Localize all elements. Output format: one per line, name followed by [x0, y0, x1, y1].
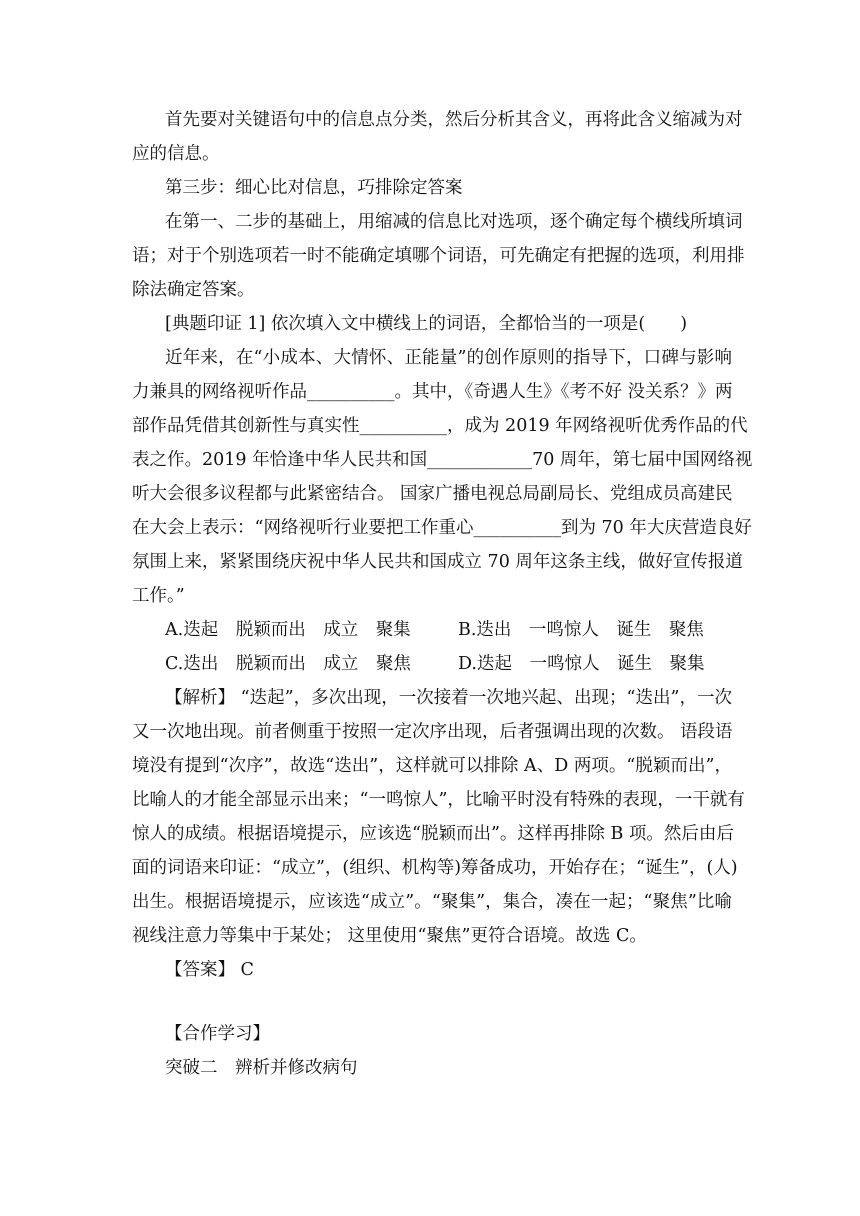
text-line: 在第一、二步的基础上，用缩减的信息比对选项，逐个确定每个横线所填词: [165, 212, 743, 232]
option-c: C.迭出 脱颖而出 成立 聚焦: [165, 654, 411, 674]
passage-line: 力兼具的网络视听作品__________。其中，《奇遇人生》《考不好 没关系？》两: [132, 382, 733, 402]
option-b: B.迭出 一鸣惊人 诞生 聚焦: [458, 620, 704, 640]
text-line: 首先要对关键语句中的信息点分类，然后分析其含义，再将此含义缩减为对: [165, 110, 743, 130]
option-d: D.迭起 一鸣惊人 诞生 聚集: [458, 654, 705, 674]
answer-line: 【答案】 C: [165, 960, 254, 980]
passage-line: 氛围上来，紧紧围绕庆祝中华人民共和国成立 70 周年这条主线，做好宣传报道: [132, 552, 743, 572]
passage-line: 听大会很多议程都与此紧密结合。 国家广播电视总局副局长、党组成员高建民: [132, 484, 733, 504]
step-heading: 第三步：细心比对信息，巧排除定答案: [165, 178, 463, 198]
option-a: A.迭起 脱颖而出 成立 聚集: [165, 620, 411, 640]
text-line: 除法确定答案。: [132, 280, 255, 300]
passage-line: 近年来，在“小成本、大情怀、正能量”的创作原则的指导下，口碑与影响: [165, 348, 732, 368]
analysis-line: 视线注意力等集中于某处； 这里使用“聚焦”更符合语境。故选 C。: [132, 926, 647, 946]
text-line: 语；对于个别选项若一时不能确定填哪个词语，可先确定有把握的选项，利用排: [132, 246, 745, 266]
analysis-line: 【解析】 “迭起”，多次出现，一次接着一次地兴起、出现；“迭出”，一次: [165, 688, 732, 708]
analysis-line: 比喻人的才能全部显示出来；“一鸣惊人”，比喻平时没有特殊的表现，一干就有: [132, 790, 745, 810]
analysis-line: 出生。根据语境提示，应该选“成立”。“聚集”，集合，凑在一起；“聚焦”比喻: [132, 892, 732, 912]
analysis-line: 境没有提到“次序”，故选“迭出”，这样就可以排除 A、D 两项。“脱颖而出”，: [132, 756, 732, 776]
text-line: 应的信息。: [132, 144, 220, 164]
question-stem: [典题印证 1] 依次填入文中横线上的词语，全都恰当的一项是( ): [165, 314, 688, 334]
passage-line: 部作品凭借其创新性与真实性__________，成为 2019 年网络视听优秀作品的代: [132, 416, 748, 436]
section-title: 【合作学习】: [165, 1024, 270, 1044]
analysis-line: 又一次地出现。前者侧重于按照一定次序出现，后者强调出现的次数。 语段语: [132, 722, 733, 742]
analysis-line: 面的词语来印证：“成立”，(组织、机构等)筹备成功，开始存在；“诞生”，(人): [132, 858, 738, 878]
passage-line: 工作。”: [132, 586, 185, 606]
analysis-line: 惊人的成绩。根据语境提示，应该选“脱颖而出”。这样再排除 B 项。然后由后: [132, 824, 734, 844]
passage-line: 在大会上表示：“网络视听行业要把工作重心__________到为 70 年大庆营造良好: [132, 518, 752, 538]
subsection-heading: 突破二 辨析并修改病句: [165, 1058, 358, 1078]
passage-line: 表之作。2019 年恰逢中华人民共和国____________70 周年，第七届中国网络视: [132, 450, 753, 470]
